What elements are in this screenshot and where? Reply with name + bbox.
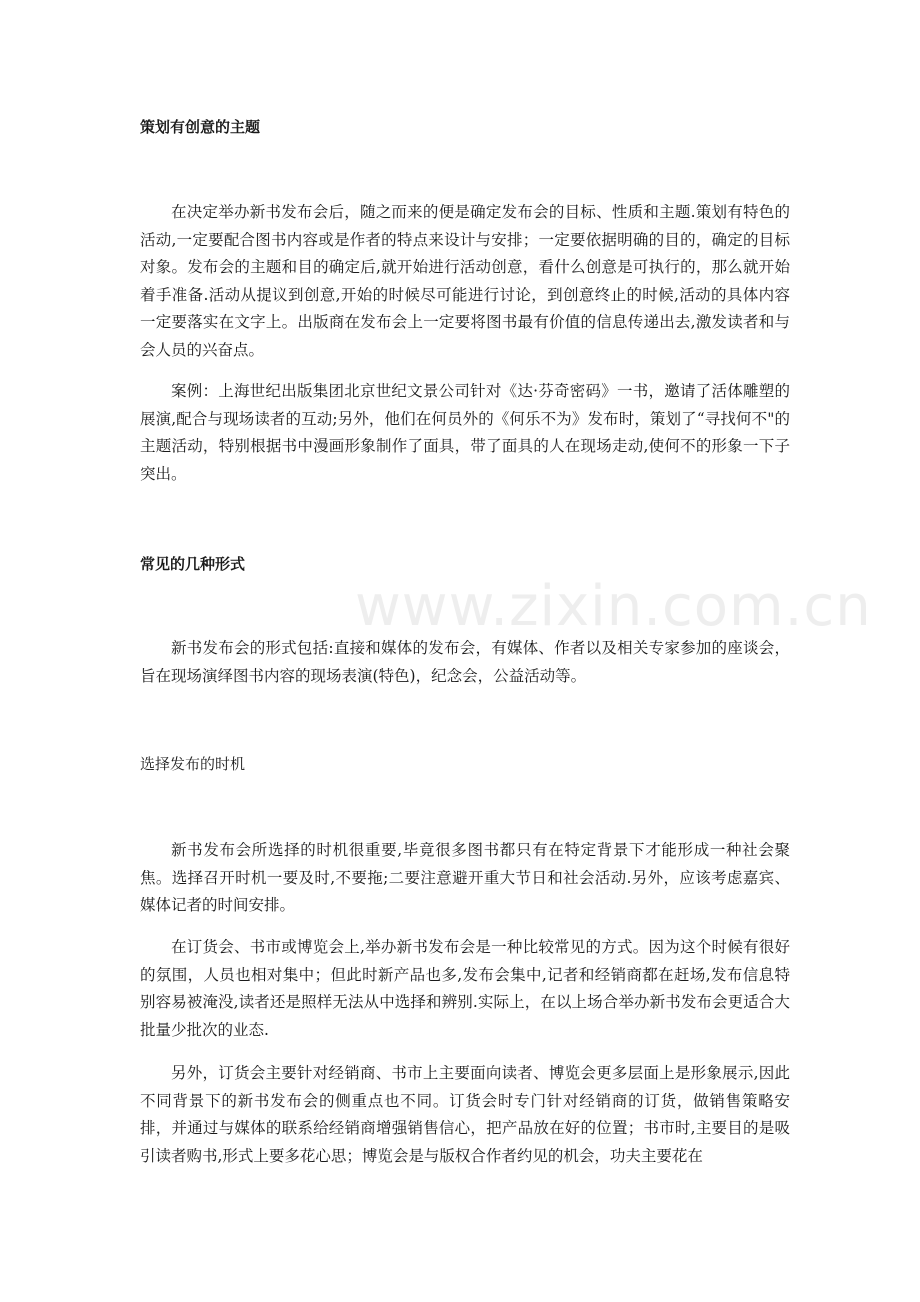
- paragraph-different-focus: 另外，订货会主要针对经销商、书市上主要面向读者、博览会更多层面上是形象展示,因此不同背景下的新书发布会的侧重点也不同。订货会时专门针对经销商的订货，做销售策略安排，并通过与媒体的联系给经销商增强销售信心，把产品放在好的位置；书市时,主要目的是吸引读者购书,形式上要多花心思；博览会是与版权合作者约见的机会，功夫主要花在: [140, 1064, 790, 1165]
- section-title-creative-theme: 策划有创意的主题: [140, 118, 261, 136]
- paragraph-theme-planning: 在决定举办新书发布会后，随之而来的便是确定发布会的目标、性质和主题.策划有特色的活动,一定要配合图书内容或是作者的特点来设计与安排；一定要依据明确的目的，确定的目标对象。发布会的主题和目的确定后,就开始进行活动创意，看什么创意是可执行的，那么就开始着手准备.活动从提议到创意,开始的时候尽可能进行讨论，到创意终止的时候,活动的具体内容一定要落实在文字上。出版商在发布会上一定要将图书最有价值的信息传递出去,激发读者和与会人员的兴奋点。: [140, 203, 790, 359]
- watermark: www.zixin.com.cn: [355, 574, 872, 639]
- paragraph-trade-fairs: 在订货会、书市或博览会上,举办新书发布会是一种比较常见的方式。因为这个时候有很好的氛围，人员也相对集中；但此时新产品也多,发布会集中,记者和经销商都在赶场,发布信息特别容易被淹没,读者还是照样无法从中选择和辨别.实际上，在以上场合举办新书发布会更适合大批量少批次的业态.: [140, 938, 790, 1039]
- paragraph-timing-importance: 新书发布会所选择的时机很重要,毕竟很多图书都只有在特定背景下才能形成一种社会聚焦。选择召开时机一要及时,不要拖;二要注意避开重大节日和社会活动.另外，应该考虑嘉宾、媒体记者的时间安排。: [140, 841, 790, 914]
- paragraph-forms: 新书发布会的形式包括:直接和媒体的发布会，有媒体、作者以及相关专家参加的座谈会，旨在现场演绎图书内容的现场表演(特色)，纪念会，公益活动等。: [140, 639, 790, 685]
- section-title-timing: 选择发布的时机: [140, 755, 246, 773]
- section-title-common-forms: 常见的几种形式: [140, 555, 246, 573]
- paragraph-case-example: 案例：上海世纪出版集团北京世纪文景公司针对《达·芬奇密码》一书，邀请了活体雕塑的展演,配合与现场读者的互动;另外，他们在何员外的《何乐不为》发布时，策划了“寻找何不"的主题活动，特别根据书中漫画形象制作了面具，带了面具的人在现场走动,使何不的形象一下子突出。: [140, 382, 790, 483]
